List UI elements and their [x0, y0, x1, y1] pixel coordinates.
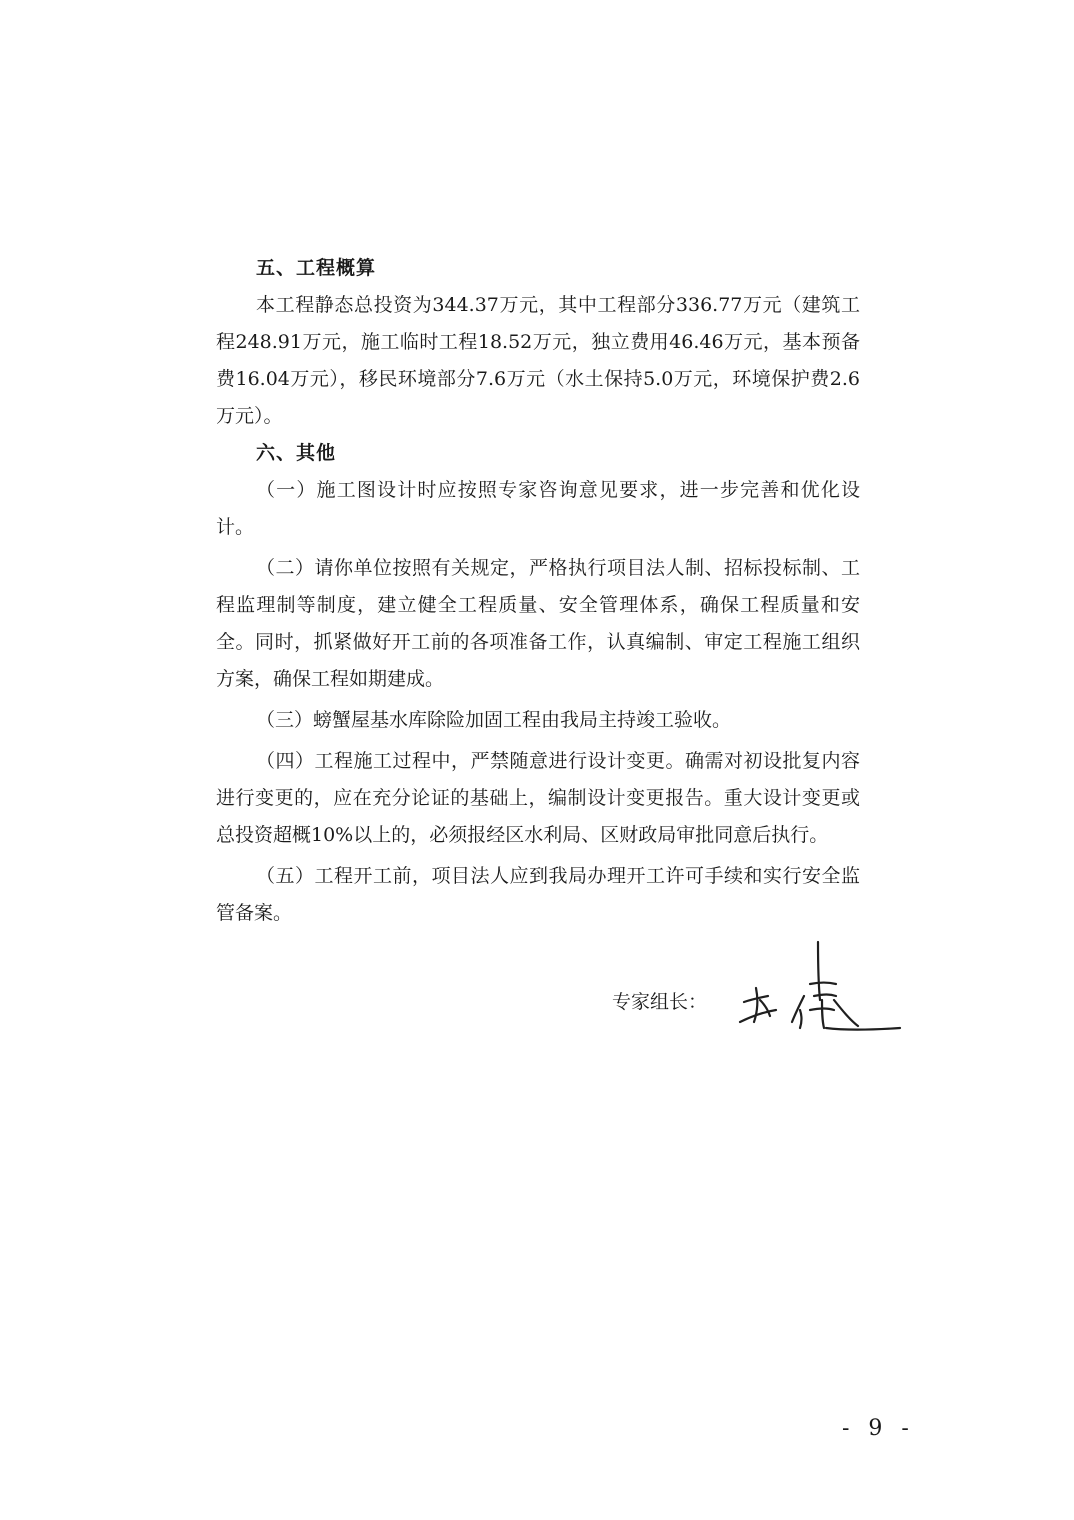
other-item-5: （五）工程开工前，项目法人应到我局办理开工许可手续和实行安全监管备案。	[216, 865, 860, 924]
signature-label: 专家组长：	[612, 991, 708, 1013]
page-number: - 9 -	[842, 1416, 915, 1441]
section-heading-other: 六、其他	[256, 442, 337, 464]
budget-paragraph: 本工程静态总投资为344.37万元，其中工程部分336.77万元（建筑工程248.91万元，施工临时工程18.52万元，独立费用46.46万元，基本预备费16.04万元），移民环境部分7.6万元（水土保持5.0万元，环境保护费2.6万元）。	[216, 294, 860, 427]
signature-block	[612, 975, 902, 1045]
other-item-3: （三）螃蟹屋基水库除险加固工程由我局主持竣工验收。	[256, 709, 732, 731]
other-item-1: （一）施工图设计时应按照专家咨询意见要求，进一步完善和优化设计。	[216, 479, 860, 538]
section-heading-budget: 五、工程概算	[256, 257, 377, 279]
handwritten-signature	[730, 940, 902, 1040]
document-body	[216, 250, 860, 932]
other-item-4: （四）工程施工过程中，严禁随意进行设计变更。确需对初设批复内容进行变更的，应在充分论证的基础上，编制设计变更报告。重大设计变更或总投资超概10%以上的，必须报经区水利局、区财政局审批同意后执行。	[216, 750, 860, 846]
other-item-2: （二）请你单位按照有关规定，严格执行项目法人制、招标投标制、工程监理制等制度，建立健全工程质量、安全管理体系，确保工程质量和安全。同时，抓紧做好开工前的各项准备工作，认真编制、审定工程施工组织方案，确保工程如期建成。	[216, 557, 860, 690]
